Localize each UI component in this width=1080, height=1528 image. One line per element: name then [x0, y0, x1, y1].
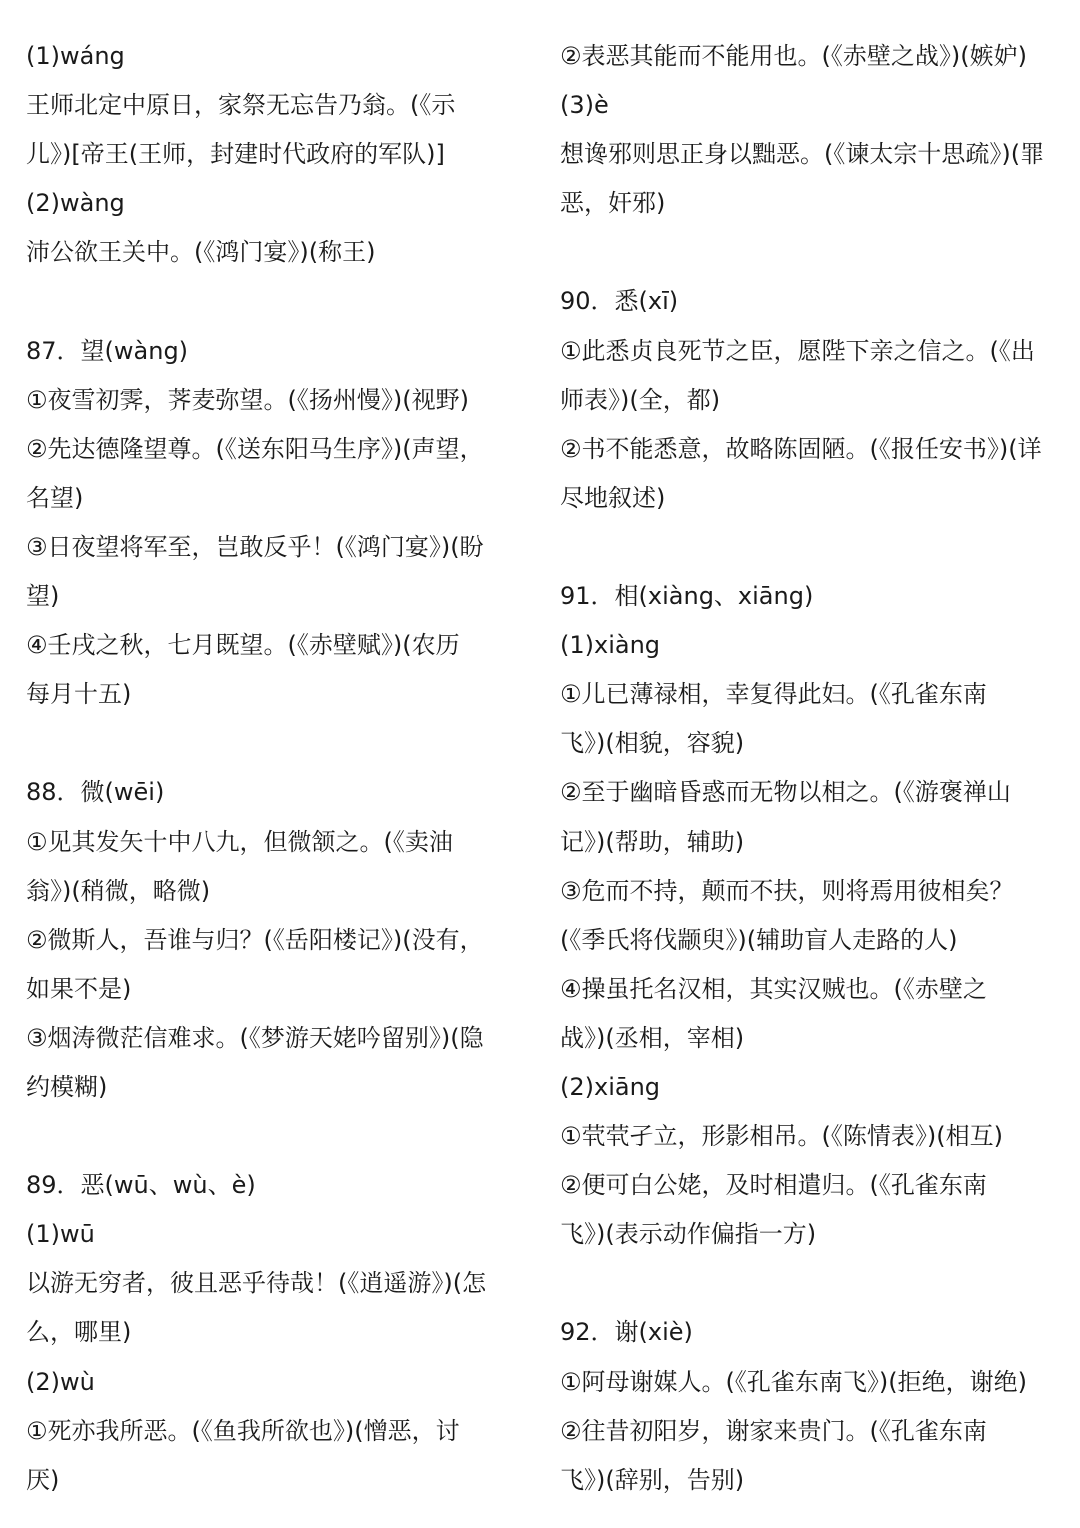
left-column: [26, 32, 526, 1505]
text-line: 记》)(帮助，辅助): [560, 827, 745, 856]
text-line: 翁》)(稍微，略微): [26, 876, 211, 905]
text-line: ①此悉贞良死节之臣，愿陛下亲之信之。(《出: [560, 336, 1035, 365]
text-line: ③日夜望将军至，岂敢反乎！(《鸿门宴》)(盼: [26, 532, 484, 561]
text-line: 么，哪里): [26, 1318, 132, 1347]
text-line: (2)xiāng: [560, 1072, 661, 1101]
text-line: (2)wàng: [26, 189, 125, 218]
text-line: 87．望(wàng): [26, 336, 189, 365]
text-line: ①阿母谢媒人。(《孔雀东南飞》)(拒绝，谢绝): [560, 1367, 1027, 1396]
text-line: ②书不能悉意，故略陈固陋。(《报任安书》)(详: [560, 434, 1042, 463]
text-line: 尽地叙述): [560, 483, 666, 512]
blank-line: [560, 228, 1065, 277]
text-line: ①死亦我所恶。(《鱼我所欲也》)(憎恶，讨: [26, 1416, 460, 1445]
text-line: 88．微(wēi): [26, 778, 165, 807]
text-line: (1)wáng: [26, 42, 125, 70]
text-line: ①茕茕孑立，形影相吊。(《陈情表》)(相互): [560, 1122, 1003, 1151]
text-line: 望): [26, 582, 60, 611]
text-line: ③烟涛微茫信难求。(《梦游天姥吟留别》)(隐: [26, 1023, 484, 1052]
text-line: ①见其发矢十中八九，但微颔之。(《卖油: [26, 827, 453, 856]
text-line: ④操虽托名汉相，其实汉贼也。(《赤壁之: [560, 974, 987, 1003]
text-line: (1)wū: [26, 1220, 95, 1249]
text-line: 王师北定中原日，家祭无忘告乃翁。(《示: [26, 91, 456, 120]
text-line: ④壬戌之秋，七月既望。(《赤壁赋》)(农历: [26, 631, 460, 660]
text-line: 89．恶(wū、wù、è): [26, 1171, 256, 1200]
text-line: ②先达德隆望尊。(《送东阳马生序》)(声望，: [26, 434, 484, 463]
text-line: 飞》)(相貌，容貌): [560, 729, 745, 758]
blank-line: [26, 719, 526, 768]
text-line: ②往昔初阳岁，谢家来贵门。(《孔雀东南: [560, 1416, 987, 1445]
blank-line: [560, 1259, 1065, 1308]
text-line: 儿》)[帝王(王师，封建时代政府的军队)]: [26, 140, 445, 169]
text-line: (3)è: [560, 91, 609, 120]
blank-line: [26, 1112, 526, 1161]
text-line: 师表》)(全，都): [560, 385, 721, 414]
text-line: ②表恶其能而不能用也。(《赤壁之战》)(嫉妒): [560, 42, 1027, 70]
text-line: 厌): [26, 1465, 60, 1494]
text-line: ①儿已薄禄相，幸复得此妇。(《孔雀东南: [560, 680, 987, 709]
blank-line: [560, 523, 1065, 572]
text-line: 沛公欲王关中。(《鸿门宴》)(称王): [26, 238, 376, 267]
text-line: ②至于幽暗昏惑而无物以相之。(《游褒禅山: [560, 778, 1011, 807]
text-line: 以游无穷者，彼且恶乎待哉！(《逍遥游》)(怎: [26, 1269, 487, 1298]
text-line: 恶，奸邪): [560, 189, 666, 218]
text-line: (2)wù: [26, 1367, 95, 1396]
text-line: 名望): [26, 483, 84, 512]
text-line: (1)xiàng: [560, 631, 661, 660]
text-line: 战》)(丞相，宰相): [560, 1023, 745, 1052]
text-line: 飞》)(表示动作偏指一方): [560, 1220, 817, 1249]
text-line: ③危而不持，颠而不扶，则将焉用彼相矣？: [560, 876, 1014, 905]
text-line: 想谗邪则思正身以黜恶。(《谏太宗十思疏》)(罪: [560, 140, 1045, 169]
text-line: 92．谢(xiè): [560, 1318, 693, 1347]
right-column: [560, 32, 1065, 1505]
text-line: 约模糊): [26, 1072, 108, 1101]
text-line: 每月十五): [26, 680, 132, 709]
text-line: (《季氏将伐颛臾》)(辅助盲人走路的人): [560, 925, 958, 954]
text-line: 90．悉(xī): [560, 287, 679, 316]
text-line: 91．相(xiàng、xiāng): [560, 582, 814, 611]
text-line: ①夜雪初霁，荠麦弥望。(《扬州慢》)(视野): [26, 385, 469, 414]
text-line: ②微斯人，吾谁与归？(《岳阳楼记》)(没有，: [26, 925, 484, 954]
text-line: 如果不是): [26, 974, 132, 1003]
text-line: 飞》)(辞别，告别): [560, 1465, 745, 1494]
text-line: ②便可白公姥，及时相遣归。(《孔雀东南: [560, 1171, 987, 1200]
blank-line: [26, 277, 526, 326]
